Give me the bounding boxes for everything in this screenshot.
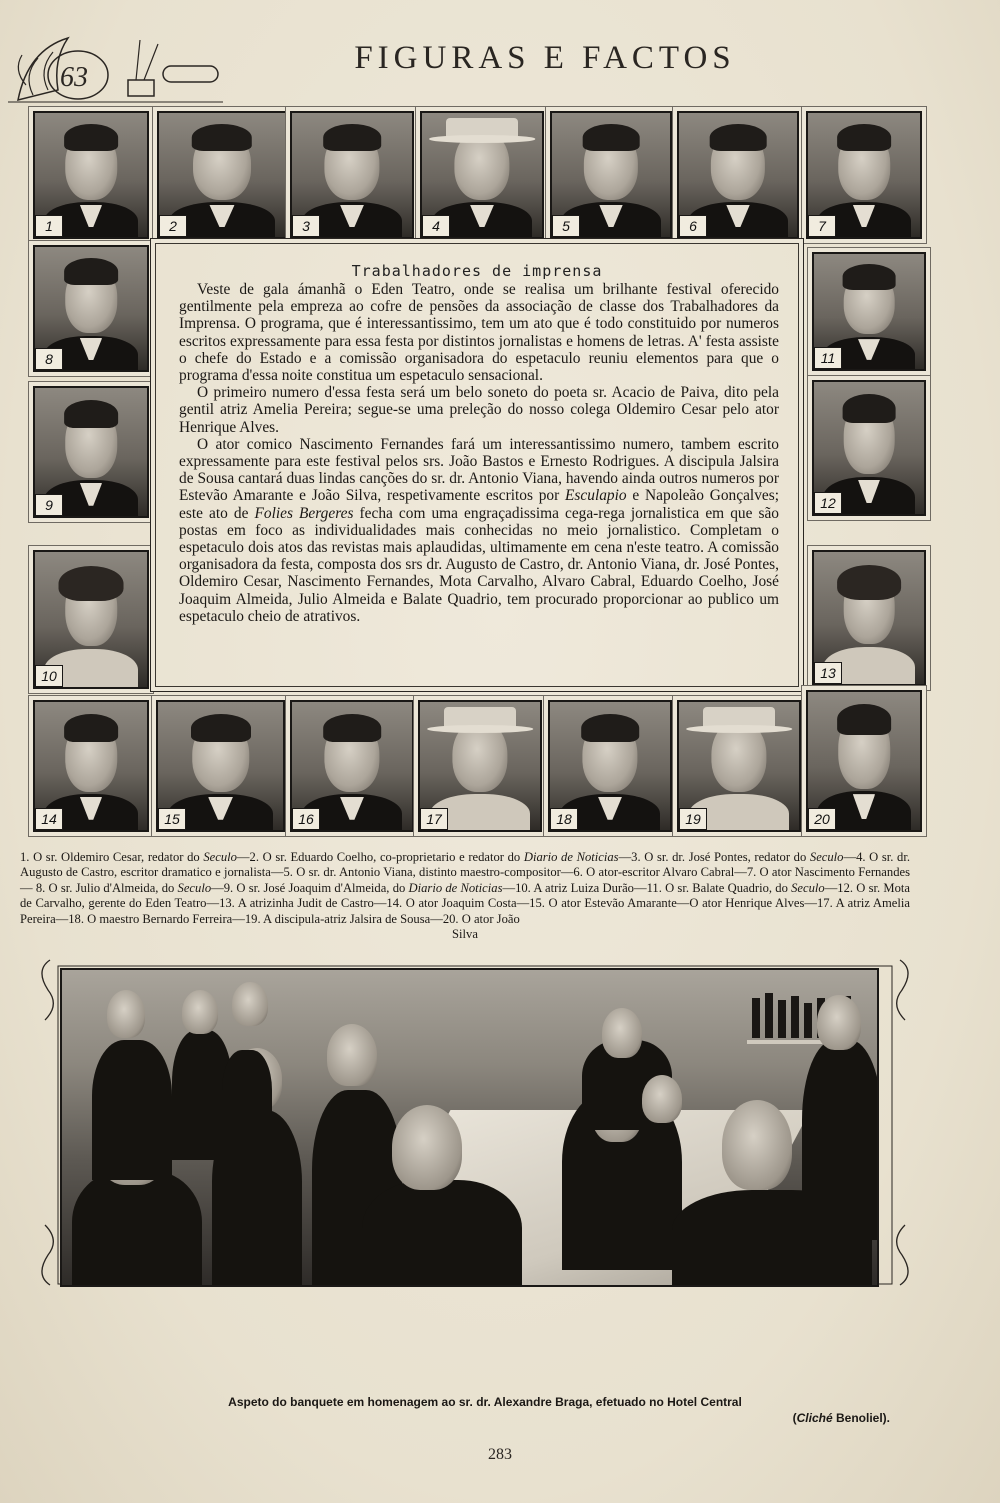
portrait-11: [812, 252, 926, 371]
article-paragraph: O ator comico Nascimento Fernandes fará um interessantissimo numero, tambem escrito expressamente para este festival pelos srs. João Bastos e Ernesto Rodrigues. A discipula Jalsira de Sousa cantará duas lindas canções do sr. dr. Antonio Viana, havendo ainda outros numeros por Estevão Amarante e João Silva, respetivamente escritos por Esculapio e Napoleão Gonçalves; este ato de Folies Bergeres fecha com uma engraçadissima cega-rega jornalistica em que são postas em foco as individualidades mais conhecidas no meio jornalistico. Completam o espetaculo dois atos das revistas mais aplaudidas, ultimamente em cena n'este teatro. A comissão organisadora da festa, composta dos srs dr. Augusto de Castro, dr. Antonio Viana, dr. José Pontes, Oldemiro Cesar, Nascimento Fernandes, Mota Carvalho, Alvaro Cabral, Eduardo Coelho, José Joaquim Almeida, Julio Almeida e Balate Quadrio, tem procurado proporcionar ao publico um espetaculo cheio de atrativos.: [179, 435, 779, 625]
article-paragraph: Veste de gala ámanhã o Eden Teatro, onde se realisa um brilhante festival oferecido gentilmente pela empreza ao cofre de pensões da associação de classe dos Trabalhadores da Imprensa. O programa, que é interessantissimo, tem um ato que é todo constituido por numeros escritos expressamente para essa festa por distintos jornalistas e homens de letras. A' festa assiste o chefe do Estado e a comissão organisadora do espetaculo reuniu elementos para que o programa d'essa noite constitua um espetaculo sensacional.: [179, 281, 779, 385]
portrait-number: 11: [814, 347, 842, 369]
portrait-1: [33, 111, 149, 239]
article-box: [150, 238, 804, 692]
photo-credit: (Cliché Benoliel).: [792, 1411, 890, 1425]
portrait-number: 17: [420, 808, 448, 830]
svg-text:63: 63: [60, 62, 88, 93]
portrait-19: [677, 700, 801, 832]
portrait-number: 13: [814, 662, 842, 684]
portrait-13: [812, 550, 926, 686]
portrait-number: 15: [158, 808, 186, 830]
banquet-photo: [60, 968, 879, 1287]
portrait-number: 19: [679, 808, 707, 830]
portrait-number: 10: [35, 665, 63, 687]
portrait-17: [418, 700, 542, 832]
portrait-4: [420, 111, 544, 239]
portrait-12: [812, 380, 926, 516]
masthead-title: FIGURAS E FACTOS: [354, 40, 736, 76]
portrait-number: 20: [808, 808, 836, 830]
portrait-number: 18: [550, 808, 578, 830]
portrait-7: [806, 111, 922, 239]
portrait-10: [33, 550, 149, 689]
portrait-number: 5: [552, 215, 580, 237]
portrait-number: 1: [35, 215, 63, 237]
portrait-captions: 1. O sr. Oldemiro Cesar, redator do Seculo—2. O sr. Eduardo Coelho, co-proprietario e redator do Diario de Noticias—3. O sr. dr. José Pontes, redator do Seculo—4. O sr. dr. Augusto de Castro, escritor dramatico e jornalista—5. O sr. dr. Antonio Viana, distinto maestro-compositor—6. O ator-escritor Alvaro Cabral—7. O ator Nascimento Fernandes — 8. O sr. Julio d'Almeida, do Seculo—9. O sr. José Joaquim d'Almeida, do Diario de Noticias—10. A atriz Luiza Durão—11. O sr. Balate Quadrio, do Seculo—12. O sr. Mota de Carvalho, gerente do Eden Teatro—13. A atrizinha Judit de Castro—14. O ator Joaquim Costa—15. O ator Estevão Amarante—O ator Henrique Alves—17. A atriz Amelia Pereira—18. O maestro Bernardo Ferreira—19. A discipula-atriz Jalsira de Sousa—20. O ator João Silva: [20, 850, 910, 942]
portrait-2: [157, 111, 287, 239]
portrait-number: 4: [422, 215, 450, 237]
banquet-caption: Aspeto do banquete em homenagem ao sr. dr. Alexandre Braga, efetuado no Hotel Central: [228, 1395, 742, 1409]
article-paragraph: O primeiro numero d'essa festa será um belo soneto do poeta sr. Acacio de Paiva, dito pela gentil atriz Amelia Pereira; segue-se uma preleção do nosso colega Oldemiro Cesar pelo ator Henrique Alves.: [179, 384, 779, 436]
portrait-number: 12: [814, 492, 842, 514]
portrait-number: 7: [808, 215, 836, 237]
portrait-number: 14: [35, 808, 63, 830]
portrait-15: [156, 700, 285, 832]
portrait-number: 3: [292, 215, 320, 237]
portrait-3: [290, 111, 414, 239]
page-number: 283: [488, 1446, 512, 1463]
portrait-number: 16: [292, 808, 320, 830]
portrait-16: [290, 700, 414, 832]
portrait-6: [677, 111, 799, 239]
portrait-8: [33, 245, 149, 372]
portrait-14: [33, 700, 149, 832]
portrait-number: 8: [35, 348, 63, 370]
laurel-ink-scroll-icon: [8, 30, 223, 105]
article-title: Trabalhadores de imprensa: [351, 262, 603, 280]
portrait-number: 2: [159, 215, 187, 237]
portrait-9: [33, 386, 149, 518]
portrait-number: 6: [679, 215, 707, 237]
portrait-18: [548, 700, 672, 832]
portrait-number: 9: [35, 494, 63, 516]
article-body: [179, 281, 779, 625]
portrait-20: [806, 690, 922, 832]
portrait-5: [550, 111, 672, 239]
